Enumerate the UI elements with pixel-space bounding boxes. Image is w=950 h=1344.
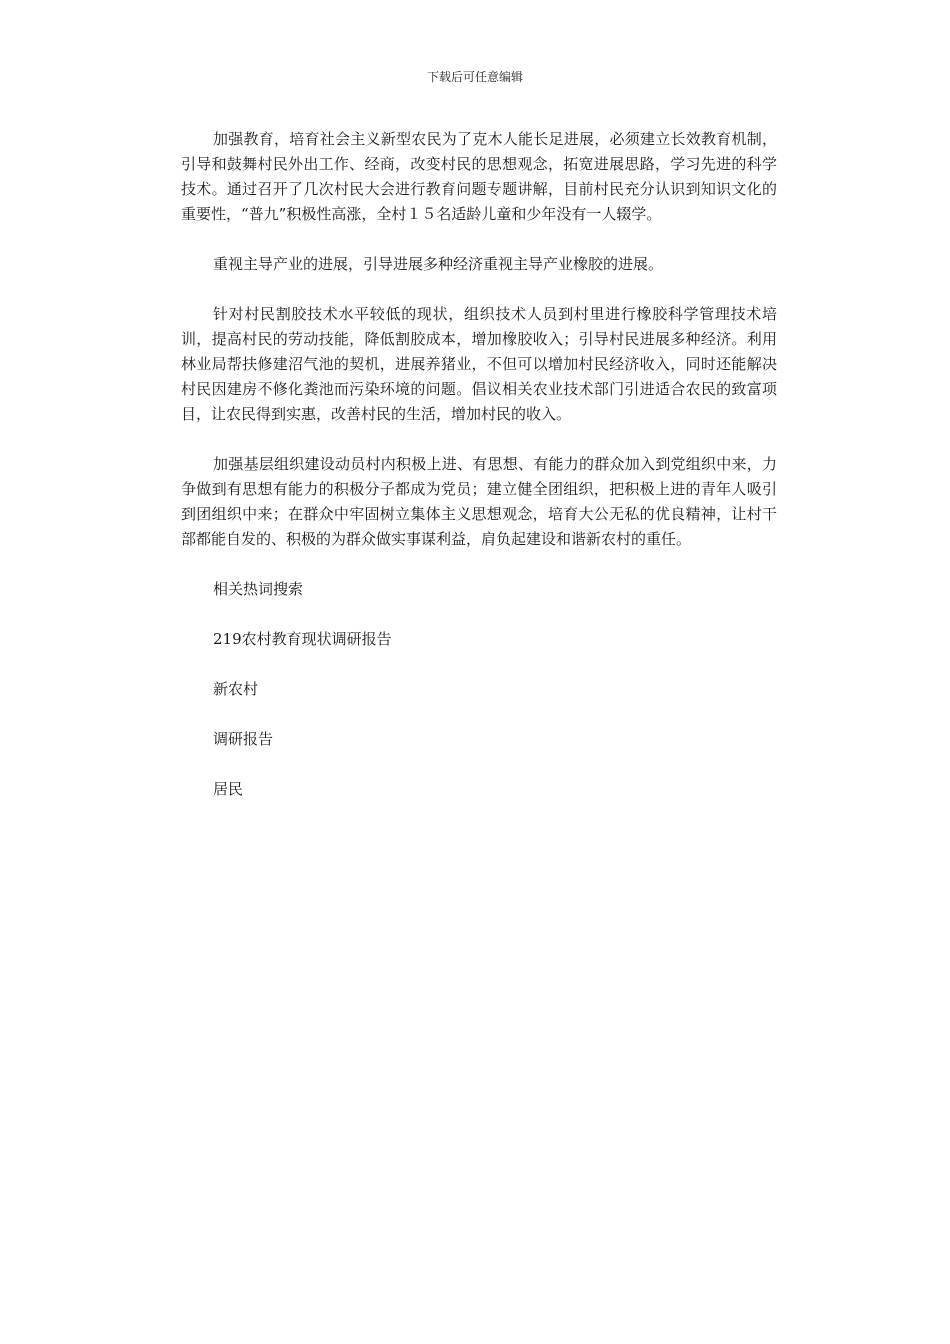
related-search-section [181, 577, 777, 802]
related-search-heading: 相关热词搜索 [213, 580, 304, 598]
related-search-link[interactable]: 219农村教育现状调研报告 [213, 630, 392, 648]
document-body [181, 127, 777, 827]
paragraph-rubber-training: 针对村民割胶技术水平较低的现状，组织技术人员到村里进行橡胶科学管理技术培训，提高村民的劳动技能，降低割胶成本，增加橡胶收入；引导村民进展多种经济。利用林业局帮扶修建沼气池的契机，进展养猪业，不但可以增加村民经济收入，同时还能解决村民因建房不修化粪池而污染环境的问题。倡议相关农业技术部门引进适合农民的致富项目，让农民得到实惠，改善村民的生活，增加村民的收入。 [181, 305, 777, 423]
page-header: 下载后可任意编辑 [426, 70, 523, 84]
related-search-link[interactable]: 居民 [213, 780, 244, 798]
related-search-link[interactable]: 新农村 [213, 680, 259, 698]
paragraph-industry: 重视主导产业的进展，引导进展多种经济重视主导产业橡胶的进展。 [213, 255, 664, 273]
paragraph-grassroots: 加强基层组织建设动员村内积极上进、有思想、有能力的群众加入到党组织中来，力争做到有思想有能力的积极分子都成为党员；建立健全团组织，把积极上进的青年人吸引到团组织中来；在群众中牢固树立集体主义思想观念，培育大公无私的优良精神，让村干部都能自发的、积极的为群众做实事谋利益，肩负起建设和谐新农村的重任。 [181, 455, 777, 548]
paragraph-education: 加强教育，培育社会主义新型农民为了克木人能长足进展，必须建立长效教育机制，引导和鼓舞村民外出工作、经商，改变村民的思想观念，拓宽进展思路，学习先进的科学技术。通过召开了几次村民大会进行教育问题专题讲解，目前村民充分认识到知识文化的重要性，“普九”积极性高涨，全村１５名适龄儿童和少年没有一人辍学。 [181, 130, 777, 223]
related-search-link[interactable]: 调研报告 [213, 730, 274, 748]
